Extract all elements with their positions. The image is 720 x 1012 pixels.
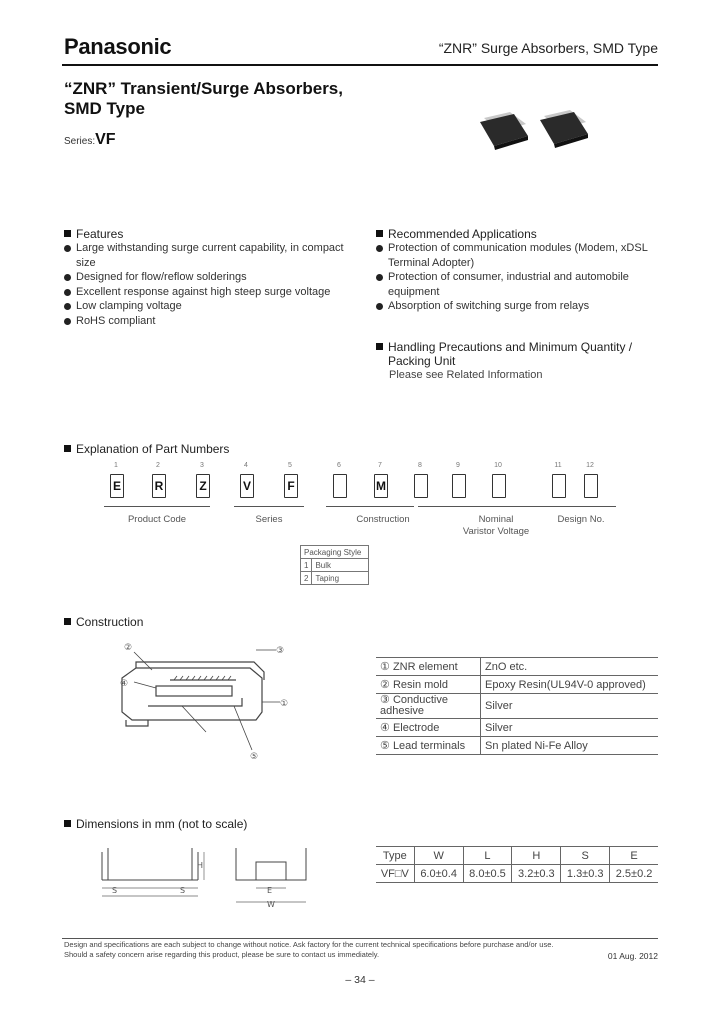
square-bullet-icon [64, 618, 71, 625]
row-part: Conductive adhesive [380, 694, 448, 717]
packing-style: Bulk [312, 559, 369, 572]
part-char-box [333, 474, 347, 498]
handling-heading-line1: Handling Precautions and Minimum Quantity / [388, 340, 633, 354]
table-header-row [376, 847, 658, 865]
part-char-box: R [152, 474, 166, 498]
chip-right [540, 110, 588, 148]
part-group-underline [546, 506, 616, 507]
dim-label-s-right: S [180, 886, 186, 895]
page-title-line2: SMD Type [64, 99, 145, 118]
znr-element [156, 686, 232, 696]
dim-label-h: H [197, 861, 204, 870]
packing-code: 2 [301, 572, 312, 585]
footer-line2: Should a safety concern arise regarding this product, please be sure to contact us immediately. [64, 950, 380, 959]
row-part: Resin mold [392, 679, 448, 691]
col-type: Type [376, 847, 414, 865]
part-position-number: 11 [554, 462, 562, 469]
list-item: Large withstanding surge current capability, in compact size [64, 241, 346, 270]
row-part: Lead terminals [392, 740, 466, 752]
row-num: ① [380, 661, 390, 673]
table-row [301, 559, 369, 572]
part-char-box: V [240, 474, 254, 498]
brand-logo: Panasonic [64, 34, 172, 59]
callout-line-4 [134, 682, 156, 688]
list-item: Low clamping voltage [64, 299, 346, 314]
features-heading [64, 227, 123, 241]
chip-left [480, 112, 528, 150]
features-heading-text: Features [76, 227, 124, 241]
part-position-number: 3 [200, 462, 204, 469]
dim-label-w: W [267, 900, 275, 909]
col-w: W [414, 847, 463, 865]
label-construction: Construction [356, 514, 410, 525]
list-item: RoHS compliant [64, 314, 346, 329]
end-view-electrode [256, 862, 286, 880]
part-position-number: 2 [156, 462, 160, 469]
row-material: ZnO etc. [481, 658, 659, 676]
part-position-number: 10 [494, 462, 502, 469]
callout-5: ⑤ [250, 752, 259, 760]
callout-line-5 [182, 706, 252, 750]
product-line-title: “ZNR” Surge Absorbers, SMD Type [438, 40, 658, 56]
cell-h: 3.2±0.3 [512, 865, 561, 883]
side-view-body [108, 848, 192, 880]
list-item: Protection of consumer, industrial and automobile equipment [376, 270, 658, 299]
part-char-box [584, 474, 598, 498]
row-part: Electrode [392, 722, 440, 734]
cell-l: 8.0±0.5 [463, 865, 512, 883]
label-series: Series [255, 514, 283, 525]
table-row [376, 694, 658, 719]
handling-note: Please see Related Information [389, 369, 543, 381]
callout-2: ② [124, 643, 133, 653]
packaging-style-table [300, 545, 369, 585]
row-num: ④ [380, 722, 390, 734]
label-nominal-line2: Varistor Voltage [462, 526, 530, 537]
label-product-code: Product Code [127, 514, 187, 525]
row-num: ⑤ [380, 740, 390, 752]
label-design-no: Design No. [557, 514, 605, 525]
end-view-body [236, 848, 306, 880]
cell-w: 6.0±0.4 [414, 865, 463, 883]
features-list [64, 241, 346, 328]
packaging-header: Packaging Style [301, 546, 369, 559]
part-char-box [552, 474, 566, 498]
applications-list [376, 241, 658, 314]
cell-e: 2.5±0.2 [610, 865, 658, 883]
dimensions-table [376, 846, 658, 883]
label-nominal-line1: Nominal [478, 514, 514, 525]
row-material: Silver [481, 719, 659, 737]
part-position-number: 7 [378, 462, 382, 469]
part-char-box [492, 474, 506, 498]
construction-heading [64, 615, 143, 629]
part-position-number: 6 [337, 462, 341, 469]
col-h: H [512, 847, 561, 865]
construction-drawing [112, 640, 292, 760]
dim-label-s-left: S [112, 886, 118, 895]
part-char-box [452, 474, 466, 498]
page-title [64, 79, 343, 119]
row-part: ZNR element [392, 661, 458, 673]
page-title-line1: “ZNR” Transient/Surge Absorbers, [64, 79, 343, 98]
resin-mold-outline [122, 668, 262, 720]
square-bullet-icon [376, 343, 383, 350]
part-numbers-heading [64, 442, 229, 456]
square-bullet-icon [64, 445, 71, 452]
part-position-number: 12 [586, 462, 594, 469]
square-bullet-icon [376, 230, 383, 237]
part-position-number: 4 [244, 462, 248, 469]
handling-heading [376, 340, 632, 368]
list-item: Designed for flow/reflow solderings [64, 270, 346, 285]
table-row [376, 865, 658, 883]
callout-3: ③ [276, 646, 285, 656]
part-position-number: 5 [288, 462, 292, 469]
part-group-underline [234, 506, 304, 507]
header-rule [62, 64, 658, 66]
footer-date: 01 Aug. 2012 [607, 951, 658, 961]
list-item: Excellent response against high steep surge voltage [64, 285, 346, 300]
row-material: Epoxy Resin(UL94V-0 approved) [481, 676, 659, 694]
part-char-box: E [110, 474, 124, 498]
series-label [64, 131, 116, 149]
construction-table [376, 657, 658, 755]
cell-type: VF□V [376, 865, 414, 883]
list-item: Absorption of switching surge from relays [376, 299, 658, 314]
row-material: Silver [481, 694, 659, 719]
part-numbers-heading-text: Explanation of Part Numbers [76, 442, 230, 456]
page-number: – 34 – [345, 974, 375, 986]
packing-code: 1 [301, 559, 312, 572]
side-view-terminals [102, 852, 198, 880]
callout-line-2 [134, 652, 152, 670]
col-s: S [561, 847, 610, 865]
part-position-number: 1 [114, 462, 118, 469]
series-prefix: Series: [64, 136, 96, 147]
col-e: E [610, 847, 658, 865]
cell-s: 1.3±0.3 [561, 865, 610, 883]
electrode-bottom [148, 698, 242, 706]
table-row [376, 719, 658, 737]
handling-heading-line2: Packing Unit [388, 354, 456, 368]
dim-label-e: E [267, 886, 273, 895]
dimensions-heading [64, 817, 247, 831]
lead-terminal-left [126, 720, 148, 726]
table-row [301, 572, 369, 585]
row-num: ② [380, 679, 390, 691]
part-char-box: M [374, 474, 388, 498]
footer-line1: Design and specifications are each subject to change without notice. Ask factory for the current technical specifications before purchase and/or use. [64, 940, 554, 949]
applications-heading-text: Recommended Applications [388, 227, 537, 241]
part-char-box [414, 474, 428, 498]
part-position-number: 8 [418, 462, 422, 469]
footer-disclaimer [64, 940, 553, 960]
table-row [376, 737, 658, 755]
callout-4: ④ [120, 679, 129, 689]
table-row [376, 676, 658, 694]
construction-heading-text: Construction [76, 615, 144, 629]
applications-heading [376, 227, 537, 241]
dimensions-drawing [96, 840, 316, 910]
callout-1: ① [280, 699, 289, 709]
col-l: L [463, 847, 512, 865]
square-bullet-icon [64, 820, 71, 827]
dimensions-heading-text: Dimensions in mm (not to scale) [76, 817, 248, 831]
list-item: Protection of communication modules (Modem, xDSL Terminal Adopter) [376, 241, 658, 270]
series-value: VF [95, 131, 116, 148]
part-group-underline [326, 506, 414, 507]
part-group-underline [104, 506, 210, 507]
packing-style: Taping [312, 572, 369, 585]
product-photo [470, 104, 590, 154]
part-position-number: 9 [456, 462, 460, 469]
part-char-box: Z [196, 474, 210, 498]
row-num: ③ [380, 694, 390, 706]
square-bullet-icon [64, 230, 71, 237]
table-row [376, 658, 658, 676]
footer-rule [62, 938, 658, 939]
row-material: Sn plated Ni-Fe Alloy [481, 737, 659, 755]
part-char-box: F [284, 474, 298, 498]
